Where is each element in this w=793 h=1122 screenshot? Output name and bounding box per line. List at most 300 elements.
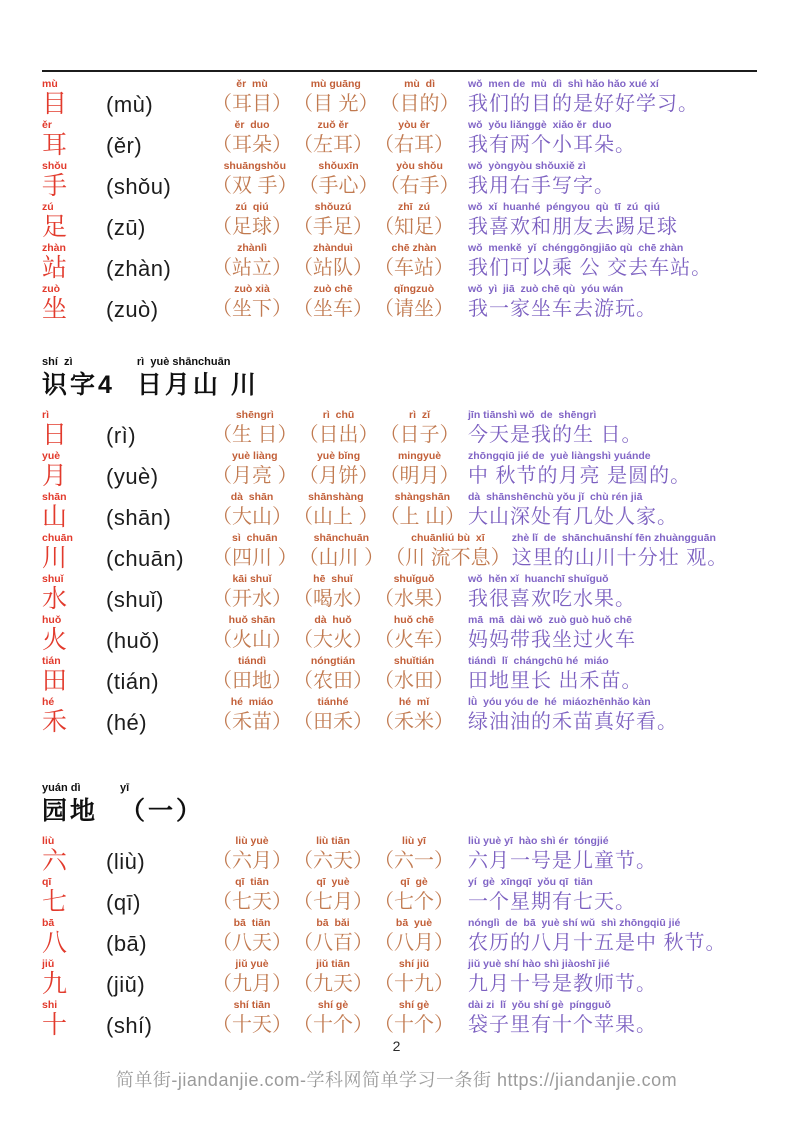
sentence-cell — [468, 201, 757, 241]
top-divider — [42, 70, 757, 72]
character-pinyin: qī — [42, 876, 52, 888]
sentence-pinyin: jiǔ yuè shí hào shì jiàoshī jié — [468, 958, 610, 970]
character-pinyin: rì — [42, 409, 50, 421]
vocab-word — [212, 242, 292, 282]
vocab-word — [374, 242, 454, 282]
vocab-word-pinyin: shǒuzú — [314, 201, 352, 213]
vocab-word-text: （上 山） — [379, 506, 466, 528]
character-row — [42, 490, 757, 531]
reading-text: (liù) — [106, 849, 146, 874]
vocab-word — [374, 999, 454, 1039]
vocab-word-pinyin: zuò xià — [234, 283, 270, 295]
character-pinyin: shǒu — [42, 160, 68, 172]
vocab-word-pinyin: qǐngzuò — [393, 283, 435, 295]
sentence-pinyin: lǜ yóu yóu de hé miáozhēnhǎo kàn — [468, 696, 651, 708]
vocab-word-pinyin: sì chuān — [232, 532, 278, 544]
reading-text: (zuò) — [106, 297, 159, 322]
character-row — [42, 449, 757, 490]
vocab-word-text: （九天） — [293, 973, 373, 995]
vocab-word-text: （右手） — [379, 175, 460, 197]
vocab-word-pinyin: hē shuǐ — [313, 573, 353, 585]
character-glyph: 田 — [42, 667, 68, 695]
vocab-word-text: （足球） — [212, 216, 292, 238]
vocab-word-pinyin: nóngtián — [310, 655, 356, 667]
vocab-word — [212, 999, 292, 1039]
vocab-word-pinyin: chuānliú bù xī — [411, 532, 485, 544]
sentence-pinyin: wǒ yǒu liǎnggè xiǎo ěr duo — [468, 119, 612, 131]
character-glyph: 月 — [42, 462, 68, 490]
vocab-word-pinyin: hé miáo — [230, 696, 274, 708]
sentence-text: 妈妈带我坐过火车 — [468, 629, 636, 651]
vocab-word — [212, 876, 292, 916]
vocab-word — [293, 999, 373, 1039]
character-cell — [42, 78, 106, 118]
character-row — [42, 957, 757, 998]
sentence-text: 一个星期有七天。 — [468, 891, 636, 913]
vocab-word — [212, 573, 292, 613]
sentence-text: 我有两个小耳朵。 — [468, 134, 636, 156]
vocab-word-text: （川 流不息） — [385, 547, 511, 569]
sentence-text: 绿油油的禾苗真好看。 — [468, 711, 678, 733]
vocab-word-pinyin: yòu shǒu — [396, 160, 443, 172]
vocab-word — [380, 78, 460, 118]
character-cell — [42, 409, 106, 449]
reading-cell — [106, 214, 212, 241]
vocab-word-text: （十九） — [374, 973, 454, 995]
vocab-word — [212, 958, 292, 998]
section-header-part — [120, 781, 204, 827]
character-glyph: 六 — [42, 847, 68, 875]
vocab-word — [374, 119, 454, 159]
character-glyph: 九 — [42, 970, 68, 998]
vocab-word-text: （九月） — [212, 973, 292, 995]
vocab-word-text: （日子） — [379, 424, 460, 446]
character-pinyin: huǒ — [42, 614, 62, 626]
reading-text: (shí) — [106, 1013, 153, 1038]
reading-cell — [106, 668, 212, 695]
section-header-pinyin: rì yuè shānchuān — [136, 356, 231, 368]
reading-cell — [106, 504, 212, 531]
sentence-text: 田地里长 出禾苗。 — [468, 670, 643, 692]
vocab-word — [299, 160, 379, 200]
sentence-pinyin: dài zi lǐ yǒu shí gè píngguǒ — [468, 999, 611, 1011]
sentence-cell — [468, 573, 757, 613]
sentence-cell — [468, 614, 757, 654]
vocab-word-text: （六天） — [293, 850, 373, 872]
vocab-word-pinyin: zuǒ ěr — [317, 119, 349, 131]
vocab-word-text: （六月） — [212, 850, 292, 872]
sentence-pinyin: liù yuè yī hào shì ér tóngjié — [468, 835, 609, 847]
sentence-cell — [468, 409, 757, 449]
vocab-word-pinyin: yòu ěr — [398, 119, 430, 131]
vocab-word — [374, 696, 454, 736]
vocab-word-text: （山上 ） — [293, 506, 379, 528]
vocab-word-text: （禾苗） — [212, 711, 292, 733]
character-cell — [42, 119, 106, 159]
character-cell — [42, 491, 106, 531]
character-glyph: 七 — [42, 888, 68, 916]
vocab-word — [374, 201, 454, 241]
words-cell — [212, 835, 468, 875]
vocab-word-text: （开水） — [212, 588, 292, 610]
vocab-word-pinyin: shàngshān — [394, 491, 451, 503]
character-glyph: 日 — [42, 421, 68, 449]
vocab-word-pinyin: yuè liàng — [232, 450, 278, 462]
character-pinyin: zhàn — [42, 242, 66, 254]
vocab-word-pinyin: liù tiān — [316, 835, 350, 847]
reading-text: (ěr) — [106, 133, 143, 158]
words-cell — [212, 917, 468, 957]
character-row — [42, 695, 757, 736]
vocab-word — [293, 201, 373, 241]
vocab-word-pinyin: ěr duo — [234, 119, 270, 131]
character-cell — [42, 696, 106, 736]
vocab-word-text: （八百） — [293, 932, 373, 954]
vocab-word-text: （双 手） — [212, 175, 298, 197]
vocab-word — [212, 491, 292, 531]
vocab-word-pinyin: shuǐguǒ — [393, 573, 435, 585]
reading-text: (hé) — [106, 710, 148, 735]
words-cell — [212, 409, 468, 449]
sentence-text: 我用右手写字。 — [468, 175, 615, 197]
words-cell — [212, 119, 468, 159]
character-pinyin: shān — [42, 491, 67, 503]
character-pinyin: yuè — [42, 450, 61, 462]
sentence-text: 六月一号是儿童节。 — [468, 850, 657, 872]
vocab-word-text: （生 日） — [212, 424, 298, 446]
section-header — [42, 778, 757, 827]
reading-cell — [106, 930, 212, 957]
vocab-word — [212, 655, 292, 695]
sentence-text: 九月十号是教师节。 — [468, 973, 657, 995]
vocab-word — [374, 958, 454, 998]
character-cell — [42, 573, 106, 613]
vocab-word — [212, 614, 292, 654]
sentence-text: 我喜欢和朋友去踢足球 — [468, 216, 678, 238]
vocab-word-pinyin: liù yī — [402, 835, 426, 847]
vocab-word-pinyin: shuǐtián — [393, 655, 435, 667]
character-pinyin: zú — [42, 201, 54, 213]
vocab-word-text: （农田） — [293, 670, 373, 692]
vocab-word-pinyin: huǒ shān — [228, 614, 276, 626]
character-row — [42, 531, 757, 572]
sentence-pinyin: nónglì de bā yuè shí wǔ shì zhōngqiū jié — [468, 917, 681, 929]
character-pinyin: chuān — [42, 532, 73, 544]
vocab-word-text: （坐下） — [212, 298, 292, 320]
sections — [42, 77, 757, 1039]
character-row — [42, 77, 757, 118]
words-cell — [212, 876, 468, 916]
vocab-word — [380, 409, 460, 449]
sentence-pinyin: dà shānshēnchù yǒu jǐ chù rén jiā — [468, 491, 643, 503]
vocab-word-pinyin: qī gè — [400, 876, 428, 888]
words-cell — [212, 573, 468, 613]
reading-cell — [106, 709, 212, 736]
vocab-word — [212, 283, 292, 323]
words-cell — [212, 201, 468, 241]
character-cell — [42, 450, 106, 490]
reading-cell — [106, 132, 212, 159]
vocab-word — [374, 876, 454, 916]
vocab-word-pinyin: kāi shuǐ — [232, 573, 272, 585]
vocab-word — [374, 573, 454, 613]
section-header — [42, 352, 757, 401]
words-cell — [212, 491, 468, 531]
vocab-word — [293, 696, 373, 736]
vocab-word-pinyin: tiándì — [238, 655, 266, 667]
vocab-word — [293, 242, 373, 282]
sentence-pinyin: mā mā dài wǒ zuò guò huǒ chē — [468, 614, 632, 626]
vocab-word-pinyin: ěr mù — [236, 78, 268, 90]
reading-cell — [106, 889, 212, 916]
character-row — [42, 200, 757, 241]
vocab-word-pinyin: qī tiān — [235, 876, 269, 888]
vocab-word-pinyin: mingyuè — [397, 450, 442, 462]
words-cell — [212, 160, 468, 200]
reading-cell — [106, 173, 212, 200]
vocab-word — [212, 201, 292, 241]
character-cell — [42, 835, 106, 875]
vocab-word — [374, 917, 454, 957]
reading-cell — [106, 1012, 212, 1039]
character-row — [42, 241, 757, 282]
character-glyph: 手 — [42, 172, 68, 200]
vocab-word — [293, 78, 379, 118]
vocab-word-pinyin: zhī zú — [397, 201, 431, 213]
reading-text: (shǒu) — [106, 174, 172, 199]
reading-text: (huǒ) — [106, 628, 160, 653]
vocab-word-pinyin: shēngrì — [235, 409, 274, 421]
vocab-word — [293, 491, 379, 531]
vocab-word-pinyin: liù yuè — [235, 835, 269, 847]
character-pinyin: bā — [42, 917, 55, 929]
reading-text: (rì) — [106, 423, 137, 448]
character-cell — [42, 876, 106, 916]
character-glyph: 耳 — [42, 131, 68, 159]
character-cell — [42, 201, 106, 241]
vocab-word — [293, 283, 373, 323]
vocab-word-pinyin: zuò chē — [313, 283, 353, 295]
vocab-word-pinyin: shuāngshǒu — [223, 160, 286, 172]
vocab-word — [374, 283, 454, 323]
sentence-pinyin: wǒ xǐ huanhé péngyou qù tī zú qiú — [468, 201, 660, 213]
character-glyph: 足 — [42, 213, 68, 241]
section-header-part — [42, 781, 98, 827]
sentence-cell — [512, 532, 757, 572]
vocab-word-text: （喝水） — [293, 588, 373, 610]
character-row — [42, 654, 757, 695]
sentence-cell — [468, 242, 757, 282]
character-cell — [42, 614, 106, 654]
reading-text: (qī) — [106, 890, 141, 915]
vocab-word-pinyin: mù dì — [404, 78, 436, 90]
vocab-word-pinyin: shānchuān — [313, 532, 370, 544]
reading-text: (jiǔ) — [106, 972, 146, 997]
vocab-word — [212, 917, 292, 957]
vocab-word-pinyin: chē zhàn — [391, 242, 437, 254]
character-glyph: 站 — [42, 254, 68, 282]
character-row — [42, 118, 757, 159]
sentence-pinyin: wǒ men de mù dì shì hǎo hǎo xué xí — [468, 78, 659, 90]
vocab-word-pinyin: shí gè — [398, 999, 430, 1011]
vocab-word-text: （坐车） — [293, 298, 373, 320]
vocab-word-pinyin: jiǔ tiān — [316, 958, 350, 970]
watermark-text: 简单街-jiandanjie.com-学科网简单学习一条街 https://jiandanjie.com — [115, 1070, 678, 1090]
character-cell — [42, 958, 106, 998]
vocab-word-text: （七天） — [212, 891, 292, 913]
sentence-text: 我们可以乘 公 交去车站。 — [468, 257, 713, 279]
vocab-word-text: （左耳） — [293, 134, 373, 156]
reading-text: (bā) — [106, 931, 148, 956]
sentence-pinyin: wǒ menkě yǐ chénggōngjiāo qù chē zhàn — [468, 242, 684, 254]
character-row — [42, 834, 757, 875]
sentence-cell — [468, 835, 757, 875]
vocab-word-pinyin: zú qiú — [235, 201, 269, 213]
character-glyph: 禾 — [42, 708, 68, 736]
vocab-word-pinyin: dà shān — [230, 491, 274, 503]
character-pinyin: mù — [42, 78, 58, 90]
vocab-word-text: （七月） — [293, 891, 373, 913]
sentence-cell — [468, 655, 757, 695]
sentence-pinyin: wǒ hěn xǐ huanchī shuǐguǒ — [468, 573, 609, 585]
sentence-text: 这里的山川十分壮 观。 — [511, 547, 729, 569]
reading-text: (tián) — [106, 669, 160, 694]
section-header-title: （一） — [120, 797, 205, 825]
words-cell — [212, 614, 468, 654]
character-row — [42, 282, 757, 323]
section-header-part — [42, 355, 115, 401]
vocab-word-text: （四川 ） — [212, 547, 298, 569]
vocab-word-pinyin: zhànduì — [313, 242, 353, 254]
vocab-word-text: （耳目） — [212, 93, 292, 115]
reading-text: (zū) — [106, 215, 146, 240]
character-pinyin: jiǔ — [42, 958, 55, 970]
sentence-cell — [468, 958, 757, 998]
words-cell — [212, 655, 468, 695]
vocab-word — [293, 958, 373, 998]
sentence-text: 中 秋节的月亮 是圆的。 — [468, 465, 692, 487]
vocab-word-text: （田地） — [212, 670, 292, 692]
vocab-word-text: （十天） — [212, 1014, 292, 1036]
vocab-word-pinyin: bā bǎi — [316, 917, 350, 929]
vocab-word-text: （耳朵） — [212, 134, 292, 156]
vocab-word-text: （十个） — [374, 1014, 454, 1036]
reading-text: (mù) — [106, 92, 154, 117]
character-pinyin: shuǐ — [42, 573, 64, 585]
vocab-word — [293, 573, 373, 613]
character-pinyin: ěr — [42, 119, 52, 131]
vocab-word-pinyin: tiánhé — [317, 696, 349, 708]
character-pinyin: zuò — [42, 283, 61, 295]
vocab-word-pinyin: shānshàng — [308, 491, 364, 503]
character-cell — [42, 917, 106, 957]
reading-text: (shān) — [106, 505, 172, 530]
words-cell — [212, 283, 468, 323]
sentence-cell — [468, 696, 757, 736]
section-header-part — [137, 355, 259, 401]
vocab-word — [293, 835, 373, 875]
vocab-word-text: （十个） — [293, 1014, 373, 1036]
vocab-word-pinyin: jiǔ yuè — [235, 958, 269, 970]
vocab-word-text: （水田） — [374, 670, 454, 692]
sentence-pinyin: wǒ yì jiā zuò chē qù yóu wán — [468, 283, 624, 295]
sentence-pinyin: jīn tiānshì wǒ de shēngrì — [468, 409, 597, 421]
vocab-word-pinyin: zhànlì — [237, 242, 267, 254]
vocab-word — [380, 450, 460, 490]
sentence-cell — [468, 450, 757, 490]
vocab-word-text: （明月） — [379, 465, 460, 487]
sentence-pinyin: tiándì lǐ chángchū hé miáo — [468, 655, 609, 667]
vocab-word-pinyin: qī yuè — [316, 876, 350, 888]
character-row — [42, 998, 757, 1039]
character-glyph: 目 — [42, 90, 68, 118]
sentence-text: 今天是我的生 日。 — [468, 424, 643, 446]
character-pinyin: tián — [42, 655, 61, 667]
words-cell — [212, 532, 512, 572]
sentence-text: 我一家坐车去游玩。 — [468, 298, 657, 320]
vocab-word — [293, 614, 373, 654]
vocab-word-text: （禾米） — [374, 711, 454, 733]
words-cell — [212, 696, 468, 736]
character-glyph: 火 — [42, 626, 68, 654]
reading-cell — [106, 296, 212, 323]
character-glyph: 山 — [42, 503, 68, 531]
reading-cell — [106, 545, 212, 572]
sentence-text: 我很喜欢吃水果。 — [468, 588, 636, 610]
vocab-word-pinyin: yuè bǐng — [316, 450, 361, 462]
vocab-word-text: （田禾） — [293, 711, 373, 733]
vocab-word-text: （八月） — [374, 932, 454, 954]
section-header-title: 园地 — [42, 797, 99, 825]
section-header-pinyin: yī — [120, 782, 130, 794]
reading-cell — [106, 422, 212, 449]
vocab-word — [212, 119, 292, 159]
character-glyph: 水 — [42, 585, 68, 613]
vocab-word-pinyin: bā tiān — [233, 917, 271, 929]
vocab-word — [212, 835, 292, 875]
character-row — [42, 572, 757, 613]
character-glyph: 川 — [42, 544, 68, 572]
vocab-word — [374, 655, 454, 695]
vocab-word — [385, 532, 511, 572]
vocab-word-text: （手足） — [293, 216, 373, 238]
vocab-word-text: （知足） — [374, 216, 454, 238]
reading-text: (yuè) — [106, 464, 159, 489]
vocab-word — [212, 696, 292, 736]
words-cell — [212, 450, 468, 490]
character-cell — [42, 532, 106, 572]
reading-text: (zhàn) — [106, 256, 172, 281]
character-row — [42, 875, 757, 916]
vocab-word — [212, 78, 292, 118]
section-header-title: 识字4 — [42, 371, 115, 399]
vocab-word — [212, 409, 298, 449]
words-cell — [212, 958, 468, 998]
character-cell — [42, 283, 106, 323]
vocab-word — [299, 409, 379, 449]
section-header-title: 日月山 川 — [136, 371, 259, 399]
sentence-cell — [468, 876, 757, 916]
vocab-word-text: （请坐） — [374, 298, 454, 320]
vocab-word-pinyin: dà huǒ — [314, 614, 352, 626]
sentence-cell — [468, 160, 757, 200]
section-header-pinyin: shí zì — [42, 356, 73, 368]
sentence-cell — [468, 917, 757, 957]
vocab-word-text: （火车） — [374, 629, 454, 651]
vocab-word-pinyin: huǒ chē — [393, 614, 435, 626]
vocab-word-text: （月亮 ） — [212, 465, 298, 487]
sentence-pinyin: yí gè xīngqī yǒu qī tiān — [468, 876, 593, 888]
